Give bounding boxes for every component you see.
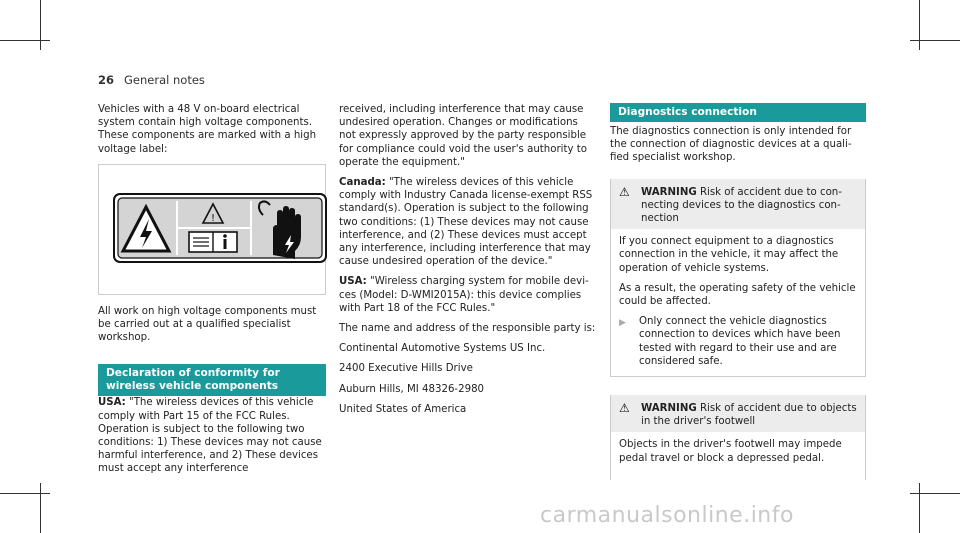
paragraph: USA: "The wireless devices of this vehicle comply with Part 15 of the FCC Rules. Operation is subject to the following two conditions: 1) These devices may not cause harmful interference, and 2) These devices must accept any interference xyxy=(98,397,322,475)
column-2 xyxy=(339,103,597,423)
svg-text:!: ! xyxy=(210,212,216,224)
crop-mark xyxy=(0,493,50,494)
section-heading: Declaration of conformity for wireless vehicle components xyxy=(98,364,326,396)
paragraph: If you connect equipment to a diagnostics connection in the vehicle, it may affect the operation of vehicle systems. xyxy=(619,236,839,274)
paragraph: received, including interference that may cause undesired operation. Changes or modifications not expressly approved by the party responsible for compliance could void the user's authority to operate the equipment." xyxy=(339,104,587,168)
arrow-bullet-icon: ▶ xyxy=(619,318,626,329)
warning-icon: ⚠ xyxy=(619,401,630,416)
watermark: carmanualsonline.info xyxy=(540,503,794,528)
paragraph: Objects in the driver's footwell may impede pedal travel or block a depressed pedal. xyxy=(619,439,842,464)
paragraph: Canada: "The wireless devices of this vehicle comply with Industry Canada license-exempt RSS standard(s). Operation is subject to the following two conditions: (1) These devices may not cause interference, and (2) These devices must accept any interference, including interference that may cause undesired operation of the device." xyxy=(339,177,593,268)
paragraph: The name and address of the responsible party is: xyxy=(339,323,596,335)
address-line: United States of America xyxy=(339,403,467,415)
page-title: General notes xyxy=(124,73,205,87)
crop-mark xyxy=(0,40,50,41)
paragraph: The diagnostics connection is only intended for the connection of diagnostic devices at a qualified specialist workshop. xyxy=(610,126,852,164)
warning-header: ⚠ WARNING Risk of accident due to objects in the driver's footwell xyxy=(611,395,865,432)
warning-header: ⚠ WARNING Risk of accident due to connecting devices to the diagnostics connection xyxy=(611,179,865,230)
address-line: 2400 Executive Hills Drive xyxy=(339,363,473,375)
paragraph: Vehicles with a 48 V on-board electrical system contain high voltage components. These components are marked with a high voltage label: xyxy=(98,104,317,155)
paragraph: As a result, the operating safety of the vehicle could be affected. xyxy=(619,282,856,308)
column-1 xyxy=(98,103,326,483)
page-header xyxy=(98,73,205,87)
warning-body xyxy=(611,432,865,479)
crop-mark xyxy=(919,0,920,50)
warning-box xyxy=(610,395,866,480)
crop-mark xyxy=(910,493,960,494)
section-heading: Diagnostics connection xyxy=(610,103,866,122)
address-line: Continental Automotive Systems US Inc. xyxy=(339,343,546,355)
crop-mark xyxy=(40,483,41,533)
warning-body xyxy=(611,229,865,376)
paragraph: USA: "Wireless charging system for mobile devices (Model: D-WMI2015A): this device complies with Part 18 of the FCC Rules." xyxy=(339,276,589,314)
crop-mark xyxy=(40,0,41,50)
crop-mark xyxy=(910,40,960,41)
paragraph: All work on high voltage components must be carried out at a qualified specialist workshop. xyxy=(98,305,317,344)
warning-box xyxy=(610,179,866,377)
crop-mark xyxy=(919,483,920,533)
high-voltage-label-icon xyxy=(113,193,327,263)
warning-icon: ⚠ xyxy=(619,184,630,199)
high-voltage-label-figure xyxy=(98,164,326,295)
page-number: 26 xyxy=(98,73,115,87)
list-item: ▶ Only connect the vehicle diagnostics connection to devices which have been tested with regard to their use and are considered safe. xyxy=(619,316,841,367)
address-line: Auburn Hills, MI 48326-2980 xyxy=(339,383,485,395)
column-3 xyxy=(610,103,866,480)
